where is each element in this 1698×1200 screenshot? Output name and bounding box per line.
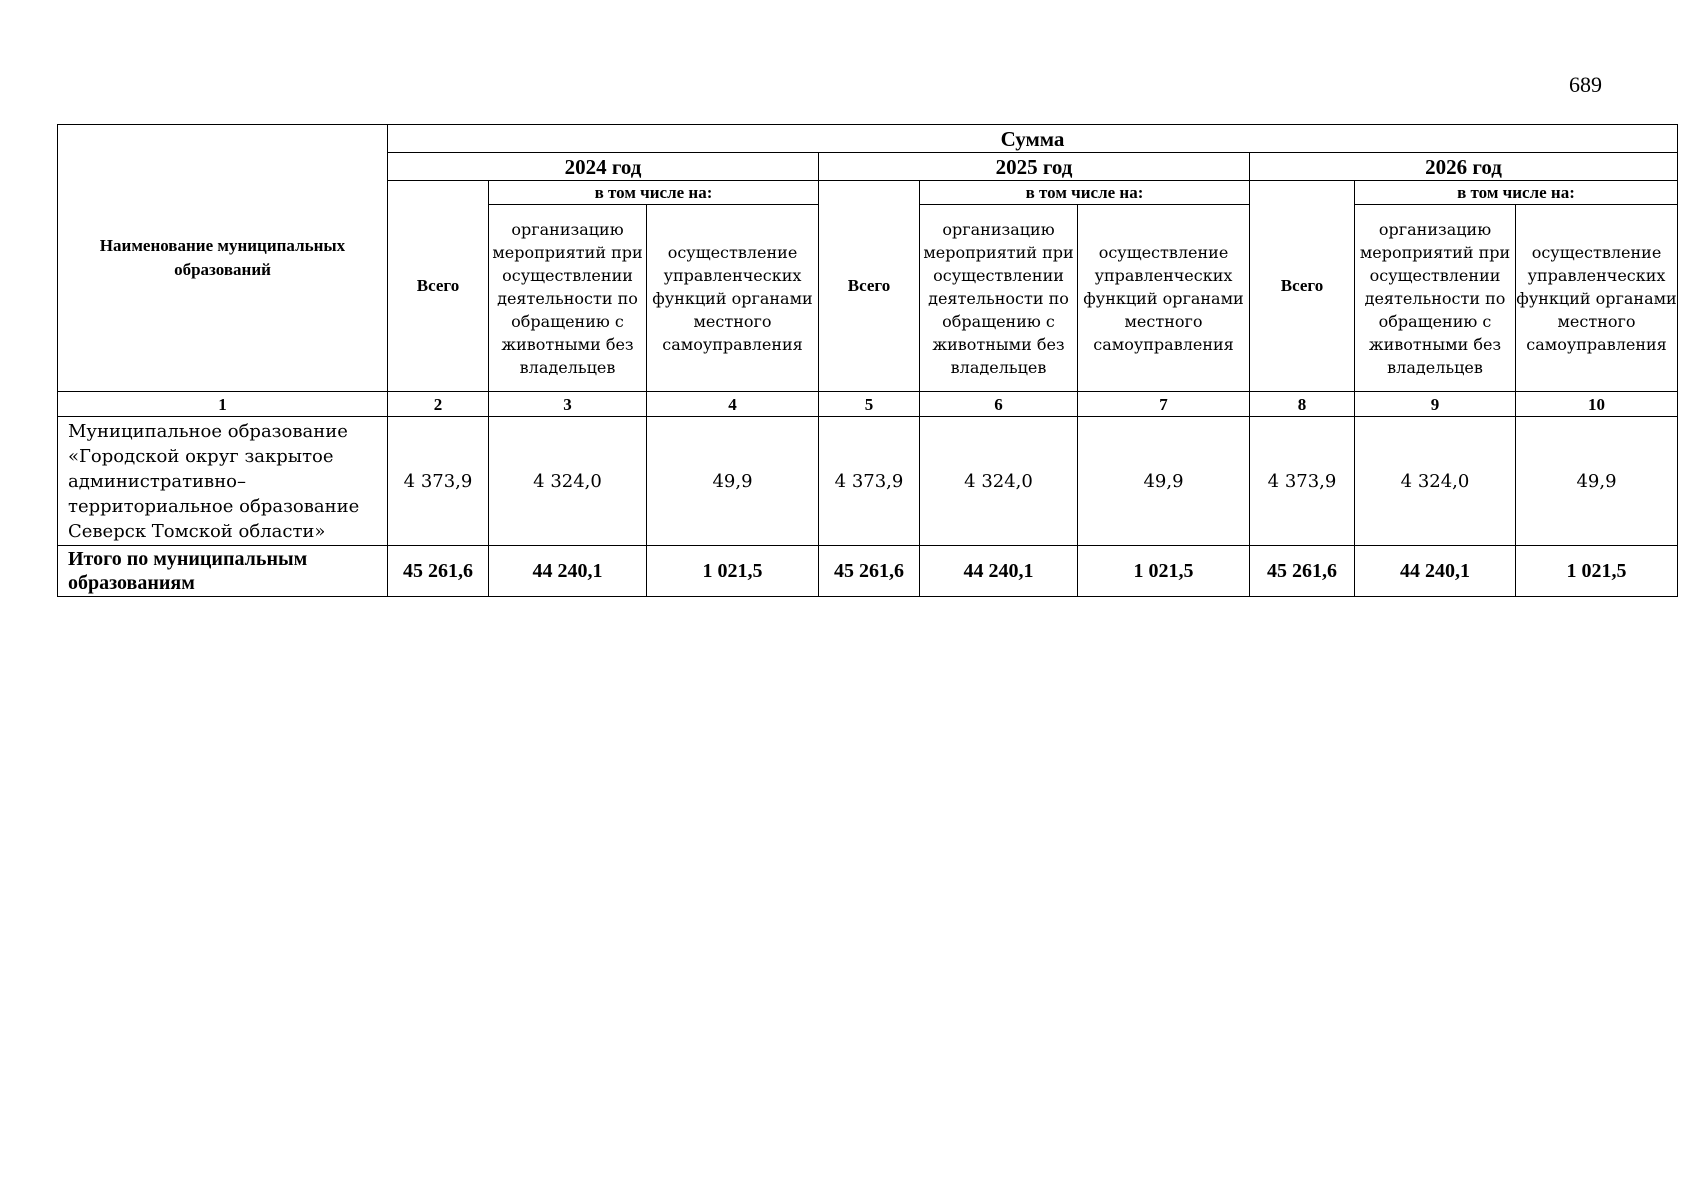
header-year-2025: 2025 год <box>819 153 1250 181</box>
header-total-2024: Всего <box>388 181 489 392</box>
header-animals-2026: организацию мероприятий при осуществлении деятельности по обращению с животными без владельцев <box>1355 205 1516 392</box>
header-management-2024: осуществление управленческих функций органами местного самоуправления <box>647 205 819 392</box>
total-value-cell: 45 261,6 <box>819 546 920 597</box>
value-cell: 4 373,9 <box>388 417 489 546</box>
header-total-2026: Всего <box>1250 181 1355 392</box>
header-animals-2025: организацию мероприятий при осуществлении деятельности по обращению с животными без владельцев <box>920 205 1078 392</box>
totals-row <box>58 546 1678 597</box>
total-value-cell: 1 021,5 <box>1078 546 1250 597</box>
header-including-2025: в том числе на: <box>920 181 1250 205</box>
column-number: 4 <box>647 392 819 417</box>
column-number: 1 <box>58 392 388 417</box>
value-cell: 49,9 <box>647 417 819 546</box>
column-number: 5 <box>819 392 920 417</box>
header-management-2026: осуществление управленческих функций органами местного самоуправления <box>1516 205 1678 392</box>
column-number: 3 <box>489 392 647 417</box>
value-cell: 49,9 <box>1078 417 1250 546</box>
page-number: 689 <box>1569 72 1602 97</box>
subsidy-table <box>57 124 1678 597</box>
header-sum: Сумма <box>388 125 1678 153</box>
value-cell: 49,9 <box>1516 417 1678 546</box>
total-value-cell: 1 021,5 <box>647 546 819 597</box>
municipality-name: Муниципальное образование «Городской округ закрытое административно– территориальное образование Северск Томской области» <box>58 417 388 546</box>
column-number-row <box>58 392 1678 417</box>
total-value-cell: 1 021,5 <box>1516 546 1678 597</box>
header-management-2025: осуществление управленческих функций органами местного самоуправления <box>1078 205 1250 392</box>
header-year-2026: 2026 год <box>1250 153 1678 181</box>
column-number: 9 <box>1355 392 1516 417</box>
column-number: 10 <box>1516 392 1678 417</box>
value-cell: 4 324,0 <box>489 417 647 546</box>
value-cell: 4 373,9 <box>1250 417 1355 546</box>
total-value-cell: 44 240,1 <box>489 546 647 597</box>
column-number: 8 <box>1250 392 1355 417</box>
total-value-cell: 44 240,1 <box>1355 546 1516 597</box>
header-municipality-name: Наименование муниципальных образований <box>58 125 388 392</box>
column-number: 6 <box>920 392 1078 417</box>
value-cell: 4 373,9 <box>819 417 920 546</box>
header-including-2024: в том числе на: <box>489 181 819 205</box>
total-value-cell: 45 261,6 <box>1250 546 1355 597</box>
value-cell: 4 324,0 <box>920 417 1078 546</box>
total-value-cell: 45 261,6 <box>388 546 489 597</box>
column-number: 7 <box>1078 392 1250 417</box>
header-row-sum <box>58 125 1678 153</box>
value-cell: 4 324,0 <box>1355 417 1516 546</box>
table-row <box>58 417 1678 546</box>
column-number: 2 <box>388 392 489 417</box>
totals-label: Итого по муниципальным образованиям <box>58 546 388 597</box>
total-value-cell: 44 240,1 <box>920 546 1078 597</box>
header-year-2024: 2024 год <box>388 153 819 181</box>
header-animals-2024: организацию мероприятий при осуществлении деятельности по обращению с животными без владельцев <box>489 205 647 392</box>
header-including-2026: в том числе на: <box>1355 181 1678 205</box>
header-total-2025: Всего <box>819 181 920 392</box>
